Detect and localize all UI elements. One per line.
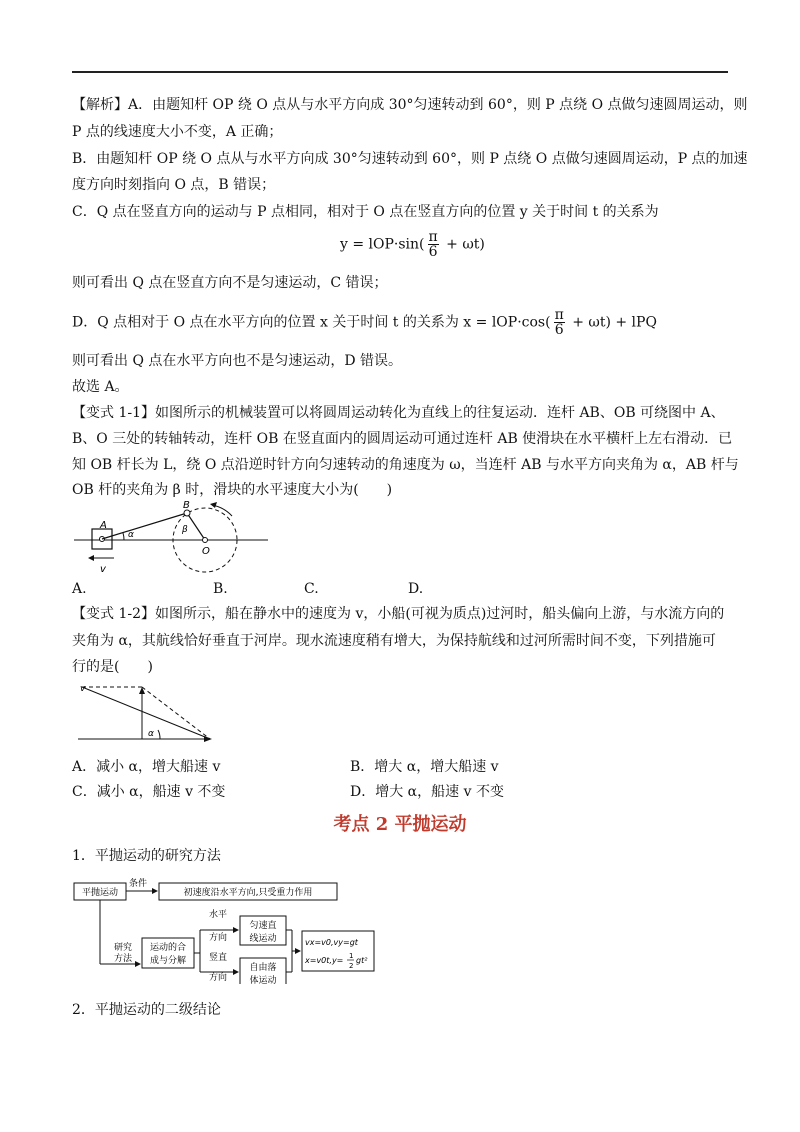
flow-v-label-2: 方向 [208,973,228,983]
analysis-line-1: 【解析】A．由题知杆 OP 绕 O 点从与水平方向成 30°匀速转动到 60°，则 P 点绕 O 点做匀速圆周运动，则 [72,97,748,113]
flow-formula-num: 1 [349,952,354,960]
projectile-flowchart [72,872,382,984]
flow-root: 平抛运动 [81,888,119,898]
equation-y: y = lOP·sin( $\frac{\pi}{6}$ + ωt) [340,229,485,260]
q1-option-a: A. [72,581,87,597]
q2-line-1: 【变式 1-2】如图所示，船在静水中的速度为 v，小船(可视为质点)过河时，船头偏向上游，与水流方向的 [72,606,725,622]
fig-label-a: A [100,520,107,531]
flow-cond: 初速度沿水平方向,只受重力作用 [183,888,313,898]
q1-option-d: D. [408,581,424,597]
q2-option-a: A．减小 α，增大船速 v [72,759,221,775]
flow-cond-label: 条件 [129,879,148,889]
q1-option-b: B. [213,581,228,597]
q2-line-3: 行的是( ) [72,659,153,675]
q2-option-c: C．减小 α，船速 v 不变 [72,784,226,800]
fig-label-v: v [80,684,86,694]
flow-decomp-1: 运动的合 [149,943,187,953]
flow-formula-2a: x=v0t,y= [305,956,344,965]
section-point-1: 1．平抛运动的研究方法 [72,848,221,864]
q1-line-3: 知 OB 杆长为 L，绕 O 点沿逆时针方向匀速转动的角速度为 ω，当连杆 AB 与水平方向夹角为 α，AB 杆与 [72,457,739,473]
flow-v-box-2: 体运动 [249,976,277,984]
q1-option-c: C. [304,581,319,597]
q2-option-d: D．增大 α，船速 v 不变 [350,784,504,800]
fig-label-alpha: α [128,530,134,540]
fig-label-o: O [202,546,210,557]
flow-decomp-2: 成与分解 [149,956,187,966]
q2-option-b: B．增大 α，增大船速 v [350,759,499,775]
analysis-line-4: 度方向时刻指向 O 点，B 错误； [72,177,276,193]
q2-line-2: 夹角为 α，其航线恰好垂直于河岸。现水流速度稍有增大，为保持航线和过河所需时间不变，下列措施可 [72,633,716,649]
flow-h-label-2: 方向 [208,933,228,943]
flow-h-label-1: 水平 [208,910,228,920]
section-point-2: 2．平抛运动的二级结论 [72,1002,221,1018]
boat-vector-figure [72,682,222,744]
flow-method-label-2: 方法 [114,954,133,964]
section-heading: 考点 2 平抛运动 [333,814,467,835]
fig-label-beta: β [182,525,188,535]
flow-v-label-1: 竖直 [208,953,228,963]
flow-formula-2b: gt² [356,956,368,965]
flow-h-box-1: 匀速直 [249,921,277,931]
equation-x: D．Q 点相对于 O 点在水平方向的位置 x 关于时间 t 的关系为 x = lOP·cos( $\frac{\pi}{6}$ + ωt) + lPQ [72,307,657,338]
q1-line-1: 【变式 1-1】如图所示的机械装置可以将圆周运动转化为直线上的往复运动．连杆 AB、OB 可绕图中 A、 [72,405,725,421]
header-rule [72,71,728,73]
flow-v-box-1: 自由落 [249,963,277,973]
flow-formula-den: 2 [349,962,354,970]
analysis-line-5: C．Q 点在竖直方向的运动与 P 点相同，相对于 O 点在竖直方向的位置 y 关于时间 t 的关系为 [72,204,659,220]
flow-method-label-1: 研究 [114,943,133,953]
crank-slider-figure [72,496,272,576]
flow-formula-1: vx=v0,vy=gt [305,938,358,947]
analysis-line-3: B．由题知杆 OP 绕 O 点从与水平方向成 30°匀速转动到 60°，则 P 点绕 O 点做匀速圆周运动，P 点的加速 [72,151,748,167]
q1-line-4: OB 杆的夹角为 β 时，滑块的水平速度大小为( ) [72,482,393,498]
analysis-line-9: 故选 A。 [72,379,129,395]
fig-label-v: v [100,564,106,575]
flow-h-box-2: 线运动 [249,934,277,944]
fig-label-b: B [183,500,190,511]
analysis-line-2: P 点的线速度大小不变，A 正确； [72,124,283,140]
analysis-line-8: 则可看出 Q 点在水平方向也不是匀速运动，D 错误。 [72,353,403,369]
fig-label-alpha: α [148,729,154,739]
q1-line-2: B、O 三处的转轴转动，连杆 OB 在竖直面内的圆周运动可通过连杆 AB 使滑块在水平横杆上左右滑动．已 [72,431,733,447]
analysis-line-6: 则可看出 Q 点在竖直方向不是匀速运动，C 错误； [72,275,388,291]
